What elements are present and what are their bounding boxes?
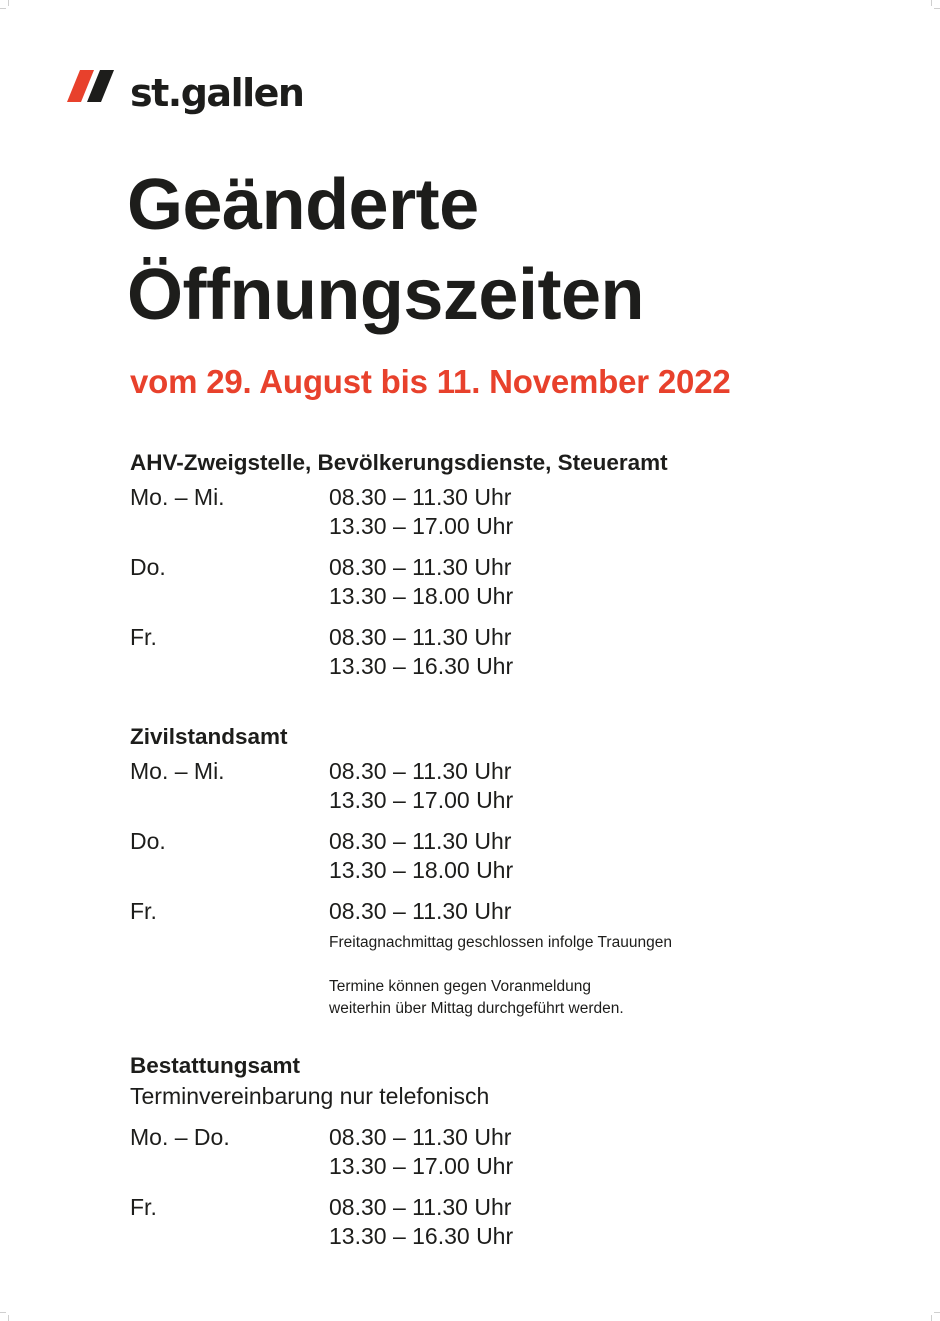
st-gallen-logo [67,70,303,120]
time-list [329,553,513,611]
section-subheading: Terminvereinbarung nur telefonisch [130,1083,490,1109]
time-range: 08.30 – 11.30 Uhr [329,1124,512,1150]
section-heading: Zivilstandsamt [130,724,288,749]
section-ahv [130,443,890,681]
logo-stripes-icon [67,70,127,104]
section-zivilstandsamt [130,717,890,1020]
time-list [329,897,511,926]
time-range: 13.30 – 16.30 Uhr [329,1223,514,1249]
day-label: Fr. [130,624,157,650]
time-range: 08.30 – 11.30 Uhr [329,828,512,854]
time-list [329,623,513,681]
crop-mark [8,0,9,6]
hours-row [130,1123,890,1181]
day-label: Fr. [130,898,157,924]
appointment-note [329,976,890,1020]
appointment-note-line: Termine können gegen Voranmeldung [329,978,591,995]
opening-hours-content [130,443,890,1263]
page-title [127,160,644,340]
time-range: 08.30 – 11.30 Uhr [329,758,512,784]
hours-row [130,483,890,541]
day-label: Do. [130,554,166,580]
day-label: Do. [130,828,166,854]
crop-mark [931,1315,932,1321]
section-spacer [130,1020,890,1050]
hours-row [130,1193,890,1251]
date-range-subtitle: vom 29. August bis 11. November 2022 [130,363,731,400]
crop-mark [934,8,940,9]
closure-note: Freitagnachmittag geschlossen infolge Trauungen [329,934,672,951]
time-list [329,827,513,885]
section-heading: AHV-Zweigstelle, Bevölkerungsdienste, Steueramt [130,450,668,475]
time-range: 13.30 – 17.00 Uhr [329,513,514,539]
section-bestattungsamt [130,1050,890,1251]
time-range: 08.30 – 11.30 Uhr [329,1194,512,1220]
hours-row [130,827,890,885]
day-label: Mo. – Do. [130,1124,230,1150]
time-range: 08.30 – 11.30 Uhr [329,484,512,510]
hours-row [130,897,890,926]
time-list [329,1123,513,1181]
time-range: 08.30 – 11.30 Uhr [329,554,512,580]
hours-row [130,553,890,611]
hours-row [130,623,890,681]
appointment-note-line: weiterhin über Mittag durchgeführt werden. [329,1000,624,1017]
crop-mark [0,8,6,9]
time-range: 13.30 – 18.00 Uhr [329,583,514,609]
crop-mark [8,1315,9,1321]
section-heading: Bestattungsamt [130,1053,301,1078]
time-range: 13.30 – 16.30 Uhr [329,653,514,679]
time-range: 13.30 – 17.00 Uhr [329,1153,514,1179]
day-label: Fr. [130,1194,157,1220]
hours-row [130,757,890,815]
time-list [329,483,513,541]
crop-mark [931,0,932,6]
time-range: 13.30 – 17.00 Uhr [329,787,514,813]
time-range: 08.30 – 11.30 Uhr [329,898,512,924]
day-label: Mo. – Mi. [130,758,225,784]
title-line-1: Geänderte [127,165,479,245]
crop-mark [0,1312,6,1313]
time-list [329,757,513,815]
logo-text: st.gallen [130,71,304,115]
section-spacer [130,693,890,717]
time-range: 08.30 – 11.30 Uhr [329,624,512,650]
time-range: 13.30 – 18.00 Uhr [329,857,514,883]
title-line-2: Öffnungszeiten [127,255,644,335]
crop-mark [934,1312,940,1313]
time-list [329,1193,513,1251]
day-label: Mo. – Mi. [130,484,225,510]
